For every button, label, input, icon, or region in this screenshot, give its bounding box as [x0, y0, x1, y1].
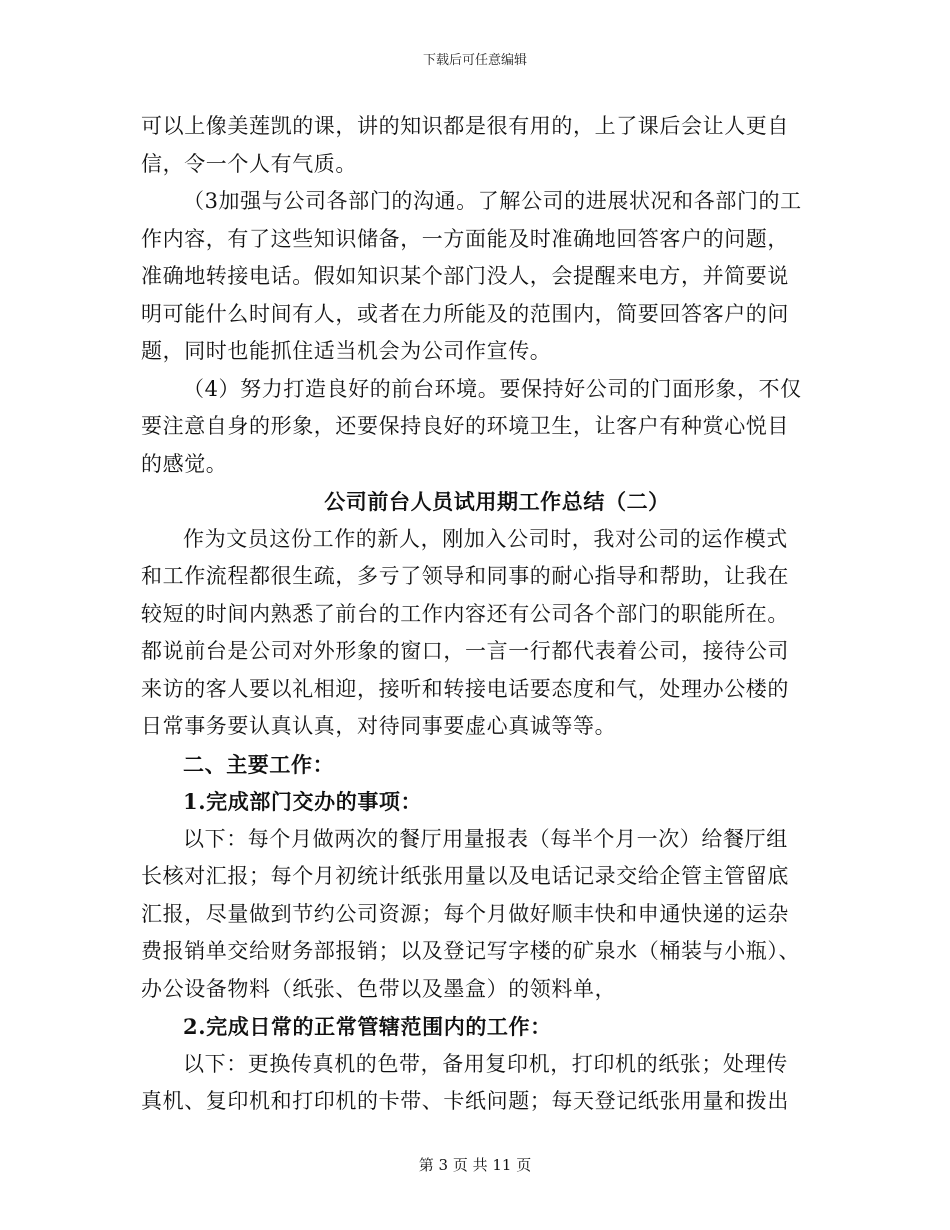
section-heading: 二、主要工作：: [183, 751, 335, 777]
paragraph-line: 作为文员这份工作的新人，刚加入公司时，我对公司的运作模式: [183, 526, 788, 551]
paragraph-line: 费报销单交给财务部报销；以及登记写字楼的矿泉水（桶装与小瓶）、: [141, 939, 801, 963]
paragraph-line: 题，同时也能抓住适当机会为公司作宣传。: [141, 339, 552, 363]
paragraph-line: 日常事务要认真认真，对待同事要虚心真诚等等。: [141, 714, 617, 738]
paragraph-line: 真机、复印机和打印机的卡带、卡纸问题；每天登记纸张用量和拨出: [141, 1089, 789, 1113]
paragraph-line: 办公设备物料（纸张、色带以及墨盒）的领料单，: [141, 976, 617, 1001]
paragraph-line: 长核对汇报；每个月初统计纸张用量以及电话记录交给企管主管留底: [141, 864, 789, 888]
paragraph-line: 作内容，有了这些知识储备，一方面能及时准确地回答客户的问题，: [141, 226, 789, 251]
paragraph-line: 可以上像美莲凯的课，讲的知识都是很有用的，上了课后会让人更自: [141, 114, 789, 138]
paragraph-line: 明可能什么时间有人，或者在力所能及的范围内，简要回答客户的问: [141, 301, 789, 326]
paragraph-line: 以下：更换传真机的色带，备用复印机，打印机的纸张；处理传: [183, 1051, 788, 1076]
paragraph-line: 的感觉。: [141, 451, 228, 476]
paragraph-line: 信，令一个人有气质。: [141, 151, 357, 176]
paragraph-line: 以下：每个月做两次的餐厅用量报表（每半个月一次）给餐厅组: [183, 826, 788, 851]
paragraph-line: 要注意自身的形象，还要保持良好的环境卫生，让客户有种赏心悦目: [141, 414, 789, 438]
paragraph-line: （3加强与公司各部门的沟通。了解公司的进展状况和各部门的工: [183, 189, 802, 213]
paragraph-line: 都说前台是公司对外形象的窗口，一言一行都代表着公司，接待公司: [141, 639, 789, 663]
document-body: [141, 108, 813, 1121]
page-footer: 第 3 页 共 11 页: [418, 1156, 532, 1174]
paragraph-line: 较短的时间内熟悉了前台的工作内容还有公司各个部门的职能所在。: [141, 601, 789, 626]
paragraph-line: 和工作流程都很生疏，多亏了领导和同事的耐心指导和帮助，让我在: [141, 564, 789, 588]
paragraph-line: 来访的客人要以礼相迎，接听和转接电话要态度和气，处理办公楼的: [141, 676, 789, 701]
page-header: 下载后可任意编辑: [422, 53, 527, 68]
subsection-heading: 2.完成日常的正常管辖范围内的工作：: [183, 1014, 552, 1039]
paragraph-line: 准确地转接电话。假如知识某个部门没人，会提醒来电方，并简要说: [141, 264, 789, 288]
subsection-heading: 1.完成部门交办的事项：: [183, 789, 423, 814]
paragraph-line: 汇报，尽量做到节约公司资源；每个月做好顺丰快和申通快递的运杂: [141, 901, 789, 926]
paragraph-line: （4）努力打造良好的前台环境。要保持好公司的门面形象，不仅: [183, 376, 802, 401]
section-title: 公司前台人员试用期工作总结（二）: [324, 489, 670, 514]
